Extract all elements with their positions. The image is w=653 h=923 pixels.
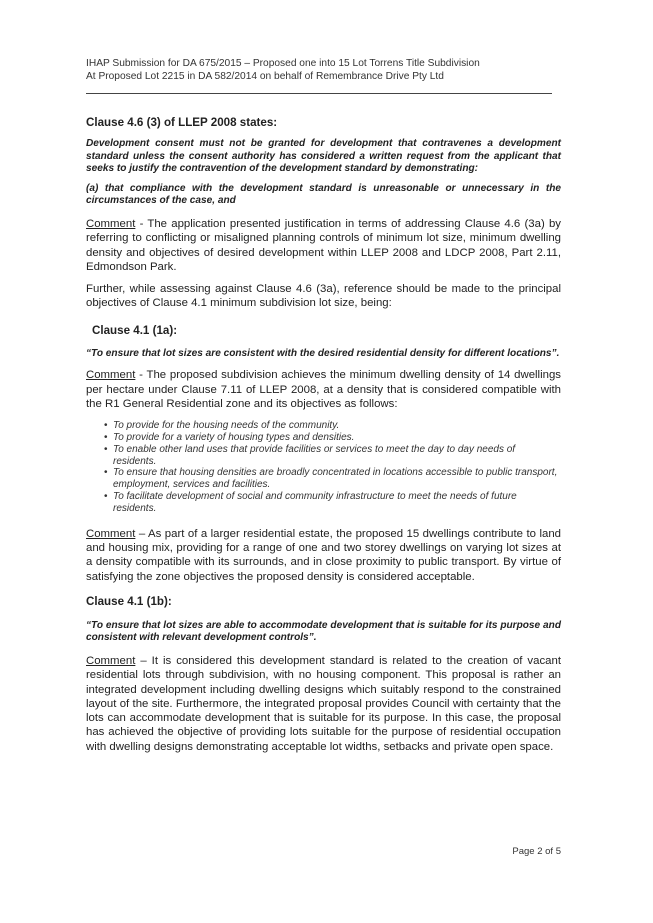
section-heading-clause-4-1-1b: Clause 4.1 (1b):	[86, 594, 172, 608]
comment-paragraph	[86, 654, 561, 754]
clause-quote-a: (a) that compliance with the development standard is unreasonable or unnecessary in the circumstances of the case, and	[86, 182, 561, 207]
bullet-marker: •	[104, 491, 108, 503]
comment-text: - The proposed subdivision achieves the minimum dwelling density of 14 dwellings per hectare under Clause 7.11 of LLEP 2008, at a density that is considered compatible with the R1 General Residential zone and its objectives as follows:	[86, 369, 561, 410]
comment-label: Comment	[86, 527, 136, 540]
section-heading-clause-4-6-3: Clause 4.6 (3) of LLEP 2008 states:	[86, 116, 278, 129]
list-item: • To facilitate development of social and community infrastructure to meet the needs of future residents.	[104, 491, 517, 514]
list-item: • To provide for a variety of housing types and densities.	[104, 432, 355, 444]
comment-label: Comment	[86, 217, 136, 230]
comment-text: – As part of a larger residential estate, the proposed 15 dwellings contribute to land and housing mix, providing for a range of one and two storey dwellings on varying lot sizes at a density compatible with its surrounds, and in close proximity to public transport. By virtue of satisfying the zone objectives the proposed density is considered acceptable.	[86, 527, 561, 583]
paragraph-further: Further, while assessing against Clause 4.6 (3a), reference should be made to the principal objectives of Clause 4.1 minimum subdivision lot size, being:	[86, 283, 561, 310]
bullet-marker: •	[104, 443, 108, 455]
clause-quote-1b: “To ensure that lot sizes are able to accommodate development that is suitable for its purpose and consistent with relevant development controls”.	[86, 619, 561, 644]
comment-paragraph	[86, 527, 561, 584]
bullet-marker: •	[104, 467, 108, 479]
comment-paragraph	[86, 368, 561, 411]
page-number: Page 2 of 5	[512, 846, 561, 857]
header-line-1: IHAP Submission for DA 675/2015 – Proposed one into 15 Lot Torrens Title Subdivision	[86, 58, 480, 69]
list-item: • To ensure that housing densities are broadly concentrated in locations accessible to public transport, employment, services and facilities.	[104, 467, 558, 491]
page-body	[86, 116, 561, 754]
comment-text: - The application presented justification in terms of addressing Clause 4.6 (3a) by referring to conflicting or misaligned planning controls of minimum lot size, minimum dwelling density and objectives of desired development within LLEP 2008 and LDCP 2008, Part 2.11, Edmondson Park.	[86, 217, 561, 273]
comment-text: – It is considered this development standard is related to the creation of vacant residential lots through subdivision, with no housing component. This proposal is rather an integrated development including dwelling designs which suitably respond to the constrained layout of the site. Furthermore, the integrated proposal provides Council with certainty that the lots can accommodate development that is suitable for its purpose. In this case, the proposal has achieved the objective of providing lots suitable for the purpose of residential occupation with dwelling designs demonstrating acceptable lot widths, setbacks and private open space.	[86, 654, 561, 753]
clause-quote: Development consent must not be granted for development that contravenes a development standard unless the consent authority has considered a written request from the applicant that seeks to justify the contravention of the development standard by demonstrating:	[86, 138, 561, 175]
header-line-2: At Proposed Lot 2215 in DA 582/2014 on behalf of Remembrance Drive Pty Ltd	[86, 71, 444, 82]
header-divider	[86, 93, 552, 94]
section-heading-clause-4-1-1a: Clause 4.1 (1a):	[92, 323, 178, 337]
bullet-marker: •	[104, 432, 108, 444]
comment-label: Comment	[86, 369, 136, 382]
bullet-marker: •	[104, 420, 108, 432]
comment-paragraph	[86, 217, 561, 274]
page-header	[86, 57, 566, 83]
list-item: • To enable other land uses that provide facilities or services to meet the day to day needs of residents.	[104, 443, 516, 467]
list-item: • To provide for the housing needs of the community.	[104, 420, 340, 432]
clause-quote-1a: “To ensure that lot sizes are consistent with the desired residential density for different locations”.	[86, 347, 560, 359]
comment-label: Comment	[86, 654, 136, 667]
zone-objectives-list	[86, 420, 561, 514]
